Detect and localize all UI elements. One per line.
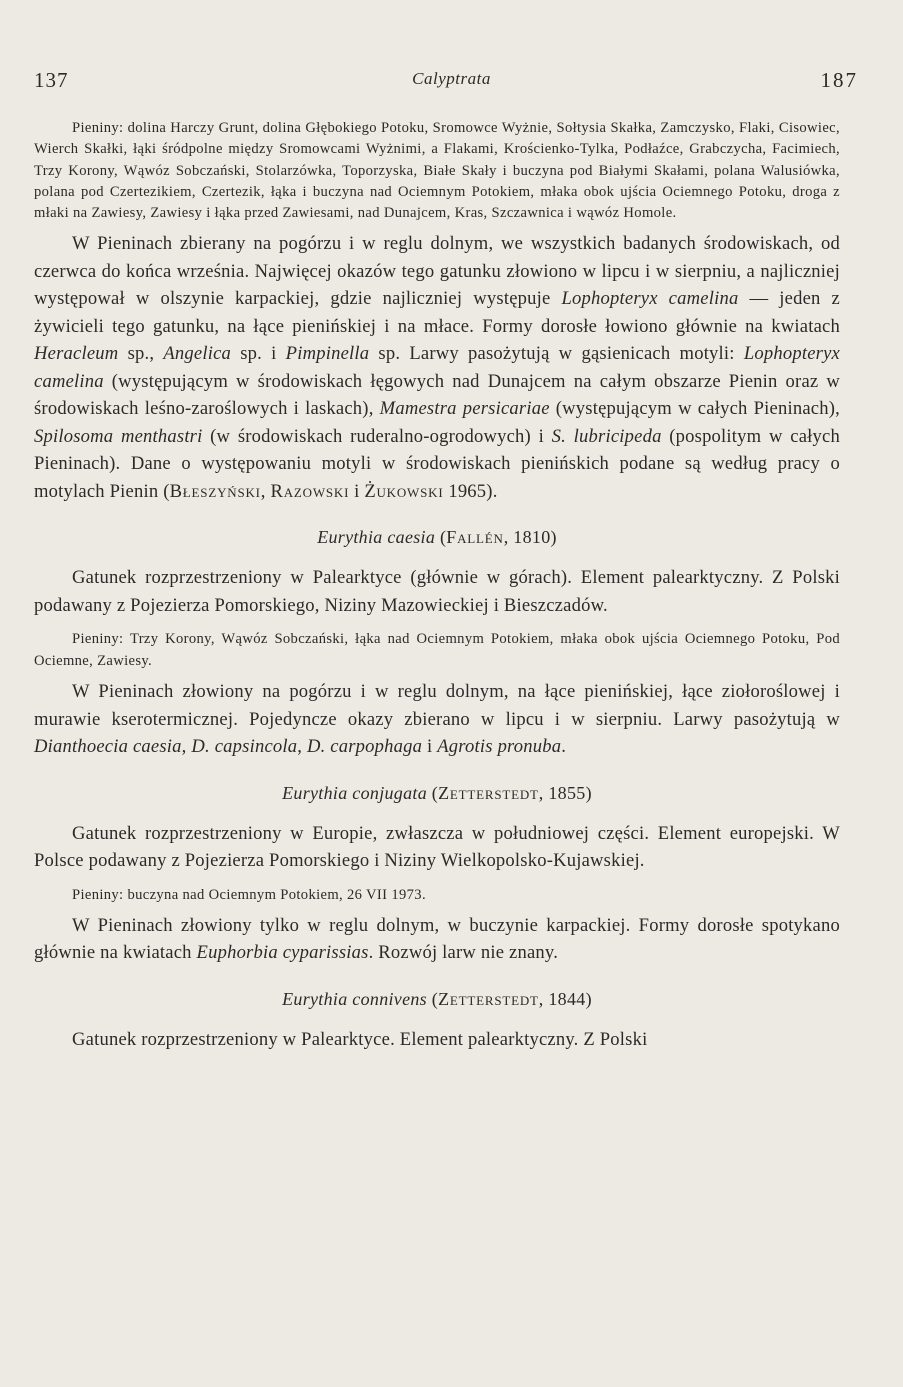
species-name: Lophopteryx camelina — [561, 288, 739, 310]
species-name: Euphorbia cyparissias — [196, 942, 369, 964]
body-paragraph: W Pieninach zbierany na pogórzu i w reglu dolnym, we wszystkich badanych środowiskach, od czerwca do końca września. Najwięcej okazów tego gatunku złowiono w lipcu i w sierpniu, a najliczniej występował w olszynie karpackiej, gdzie najliczniej występuje Lophopteryx camelina — jeden z żywicieli tego gatunku, na łące pienińskiej i na młace. Formy dorosłe łowiono głównie na kwiatach Heracleum sp., Angelica sp. i Pimpinella sp. Larwy pasożytują w gąsienicach motyli: Lophopteryx camelina (występującym w środowiskach łęgowych nad Dunajcem na całym obszarze Pienin oraz w środowiskach leśno-zaroślowych i laskach), Mamestra persicariae (występującym w całych Pieninach), Spilosoma menthastri (w środowiskach ruderalno-ogrodowych) i S. lubricipeda (pospolitym w całych Pieninach). Dane o występowaniu motyli w środowiskach pienińskich podane są według pracy o motylach Pienin (Błeszyński, Razowski i Żukowski 1965). — [34, 233, 841, 502]
species-name: Agrotis pronuba — [437, 736, 562, 758]
species-name: Spilosoma menthastri — [34, 425, 203, 447]
localities-paragraph: Pieniny: Trzy Korony, Wąwóz Sobczański, łąka nad Ociemnym Potokiem, młaka obok ujścia Ociemnego Potoku, Pod Ociemne, Zawiesy. — [34, 631, 840, 669]
author-citation: Błeszyński — [169, 480, 261, 502]
page-number-left: 137 — [34, 68, 69, 92]
species-name: D. capsincola — [191, 736, 298, 758]
species-name: D. carpophaga — [306, 736, 423, 758]
distribution-paragraph: Gatunek rozprzestrzeniony w Europie, zwłaszcza w południowej części. Element europejski. W Polsce podawany z Pojezierza Pomorskiego i Niziny Wielkopolsko-Kujawskiej. — [34, 822, 840, 872]
author-citation: Żukowski — [364, 480, 444, 502]
species-heading: Eurythia conjugata (Zetterstedt, 1855) — [282, 782, 592, 803]
page-body — [34, 118, 840, 1053]
distribution-paragraph: Gatunek rozprzestrzeniony w Palearktyce (głównie w górach). Element palearktyczny. Z Polski podawany z Pojezierza Pomorskiego, Niziny Mazowieckiej i Bieszczadów. — [34, 567, 840, 616]
body-paragraph: W Pieninach złowiony tylko w reglu dolnym, w buczynie karpackiej. Formy dorosłe spotykano głównie na kwiatach Euphorbia cyparissias. Rozwój larw nie znany. — [34, 914, 840, 964]
page-number-right: 187 — [820, 68, 858, 92]
genus-name: Angelica — [163, 343, 232, 365]
body-paragraph: W Pieninach złowiony na pogórzu i w reglu dolnym, na łące pienińskiej, łące ziołoroślowej i murawie kserotermicznej. Pojedyncze okazy zbierano w lipcu i w sierpniu. Larwy pasożytują w Dianthoecia caesia, D. capsincola, D. carpophaga i Agrotis pronuba. — [34, 681, 840, 758]
distribution-paragraph: Gatunek rozprzestrzeniony w Palearktyce. Element palearktyczny. Z Polski — [72, 1028, 648, 1050]
genus-name: Heracleum — [34, 343, 119, 365]
species-name: S. lubricipeda — [551, 425, 662, 447]
species-heading: Eurythia caesia (Fallén, 1810) — [317, 527, 557, 548]
page-header — [0, 68, 903, 98]
localities-paragraph: Pieniny: dolina Harczy Grunt, dolina Głębokiego Potoku, Sromowce Wyżnie, Sołtysia Skałka, Zamczysko, Flaki, Cisowiec, Wierch Skałki, łąki śródpolne między Sromowcami Wyżnimi, a Flakami, Krościenko-Tylka, Podłaźce, Grabczycha, Facimiech, Trzy Korony, Wąwóz Sobczański, Stolarzówka, Toporzyska, Białe Skały i buczyna pod Białymi Skałami, polana Walusiówka, polana pod Czertezikiem, Czertezik, łąka i buczyna nad Ociemnym Potokiem, młaka obok ujścia Ociemnego Potoku, droga z młaki na Zawiesy, Zawiesy i łąka przed Zawiesami, nad Dunajcem, Kras, Szczawnica i wąwóz Homole. — [34, 120, 840, 222]
genus-name: Pimpinella — [285, 343, 370, 365]
species-name: Lophopteryx camelina — [34, 343, 840, 392]
running-title: Calyptrata — [412, 69, 491, 88]
species-heading: Eurythia connivens (Zetterstedt, 1844) — [282, 988, 592, 1009]
localities-paragraph: Pieniny: buczyna nad Ociemnym Potokiem, 26 VII 1973. — [72, 886, 426, 903]
species-name: Mamestra persicariae — [379, 398, 550, 420]
species-name: Dianthoecia caesia — [34, 736, 182, 758]
author-citation: Razowski — [270, 480, 350, 502]
